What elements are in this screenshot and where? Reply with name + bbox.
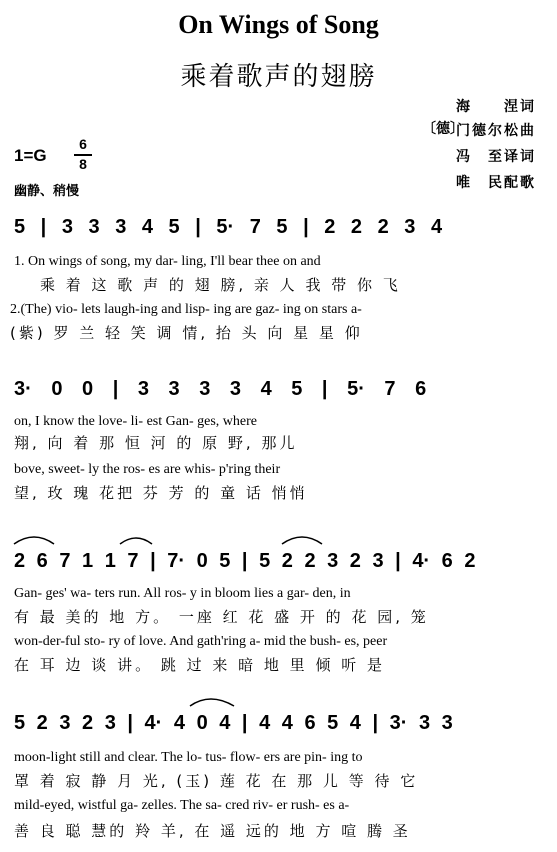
- tempo-marking: 幽静、稍慢: [14, 184, 80, 199]
- lyric-line-zh-1: 翔, 向 着 那 恒 河 的 原 野, 那儿: [14, 434, 298, 452]
- time-signature-bottom: 8: [79, 156, 87, 172]
- arranger-credit: 唯 民配歌: [456, 175, 536, 191]
- notes-line: 3· 0 0 | 3 3 3 3 4 5 | 5· 7 6: [14, 378, 427, 400]
- lyric-line-en-1: 1. On wings of song, my dar- ling, I'll bear thee on and: [14, 254, 321, 269]
- notes-line: 5 | 3 3 3 4 5 | 5· 7 5 | 2 2 2 3 4: [14, 216, 443, 238]
- lyric-line-en-1: Gan- ges' wa- ters run. All ros- y in bloom lies a gar- den, in: [14, 586, 351, 601]
- lyric-line-en-2: mild-eyed, wistful ga- zelles. The sa- cred riv- er rush- es a-: [14, 798, 350, 813]
- slur: [282, 537, 322, 544]
- title-chinese: 乘着歌声的翅膀: [180, 62, 377, 92]
- lyric-line-zh-1: 罩 着 寂 静 月 光, (玉) 莲 花 在 那 儿 等 待 它: [14, 772, 419, 790]
- notes-line: 2 6 7 1 1 7 | 7· 0 5 | 5 2 2 3 2 3 | 4· 6 2: [14, 550, 476, 572]
- lyric-line-en-2: bove, sweet- ly the ros- es are whis- p'ring their: [14, 462, 281, 477]
- translator-credit: 冯 至译词: [456, 149, 536, 165]
- composer-credit: 门德尔松曲: [456, 123, 536, 139]
- title-english: On Wings of Song: [178, 10, 379, 39]
- slur: [190, 699, 234, 706]
- lyric-line-zh-2: 善 良 聪 慧的 羚 羊, 在 遥 远的 地 方 喧 腾 圣: [14, 822, 411, 840]
- time-signature-top: 6: [79, 136, 87, 152]
- lyric-line-zh-2: 望, 玫 瑰 花把 芬 芳 的 童 话 悄悄: [14, 484, 308, 502]
- key-signature: 1=G: [14, 146, 47, 165]
- lyric-line-en-2: 2.(The) vio- lets laugh-ing and lisp- ing are gaz- ing on stars a-: [10, 302, 362, 317]
- slur: [120, 538, 152, 544]
- slur: [14, 537, 54, 544]
- lyric-line-en-1: moon-light still and clear. The lo- tus- flow- ers are pin- ing to: [14, 750, 363, 765]
- lyric-line-en-1: on, I know the love- li- est Gan- ges, where: [14, 414, 257, 429]
- notes-line: 5 2 3 2 3 | 4· 4 0 4 | 4 4 6 5 4 | 3· 3 3: [14, 712, 453, 734]
- lyric-line-zh-1: 有 最 美的 地 方。 一座 红 花 盛 开 的 花 园, 笼: [14, 608, 429, 626]
- lyricist-credit: 海 涅词: [456, 99, 536, 115]
- lyric-line-en-2: won-der-ful sto- ry of love. And gath'ring a- mid the bush- es, peer: [14, 634, 388, 649]
- lyric-line-zh-2: (紫) 罗 兰 轻 笑 调 情, 抬 头 向 星 星 仰: [10, 324, 363, 342]
- lyric-line-zh-2: 在 耳 边 谈 讲。 跳 过 来 暗 地 里 倾 听 是: [14, 656, 385, 674]
- origin-label: 〔德〕: [422, 121, 464, 137]
- lyric-line-zh-1: 乘 着 这 歌 声 的 翅 膀, 亲 人 我 带 你 飞: [40, 276, 401, 294]
